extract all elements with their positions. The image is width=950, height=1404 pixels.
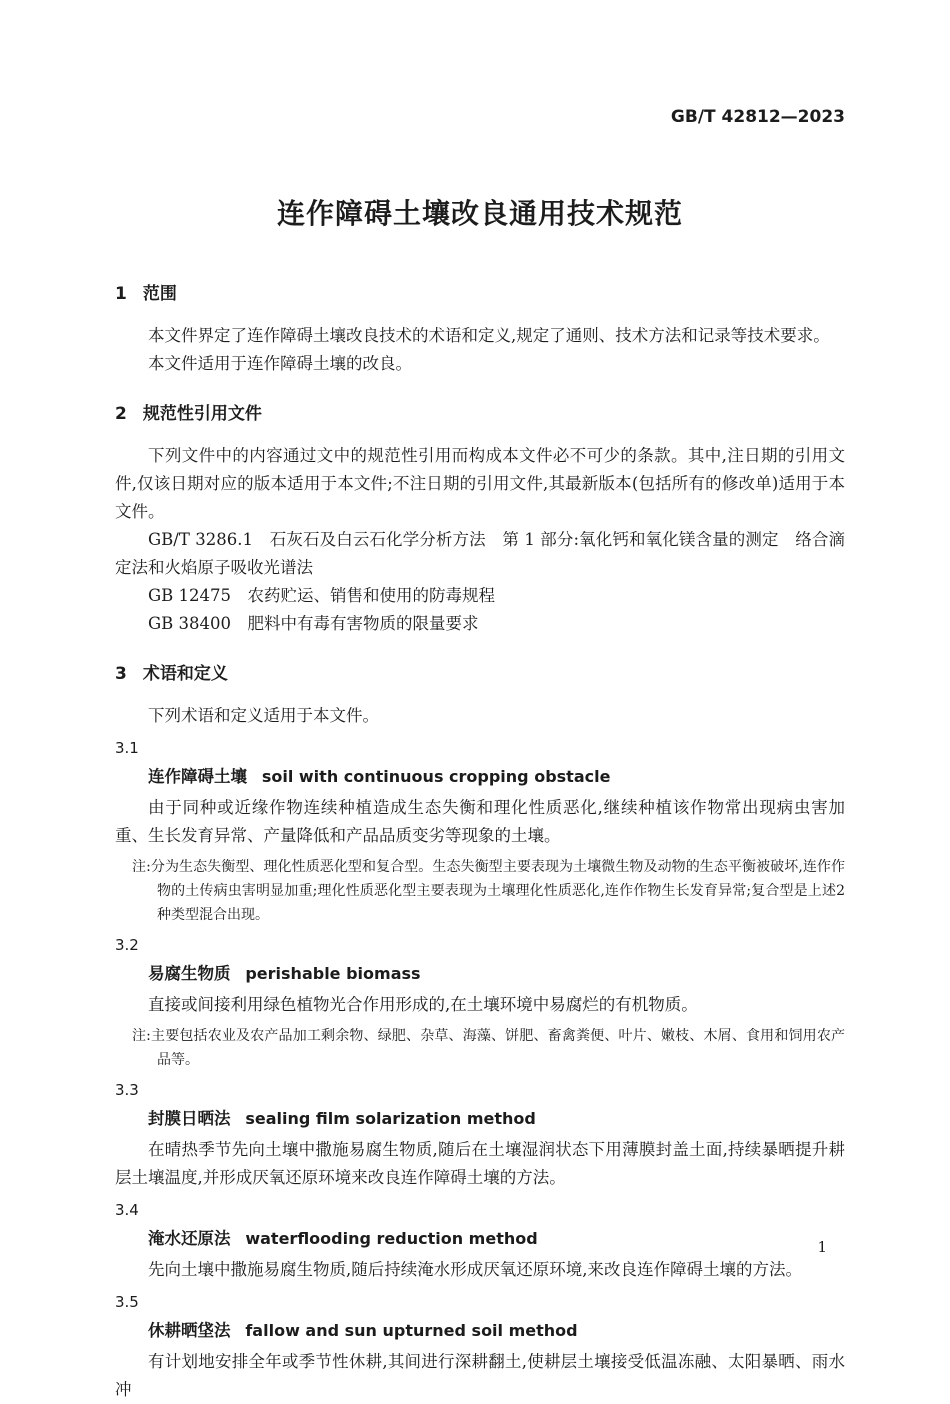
section-1-paragraph-1: 本文件界定了连作障碍土壤改良技术的术语和定义,规定了通则、技术方法和记录等技术要求。: [148, 326, 830, 345]
section-1-number: 1: [115, 284, 127, 304]
term-en-3-4: waterflooding reduction method: [245, 1229, 538, 1248]
clause-number-3-2: 3.2: [115, 936, 139, 954]
section-3-title: 术语和定义: [142, 664, 228, 684]
term-zh-3-1: 连作障碍土壤: [148, 767, 247, 786]
section-1-heading: [115, 282, 845, 306]
term-line-3-3: [148, 1106, 845, 1132]
section-2-paragraph-1: 下列文件中的内容通过文中的规范性引用而构成本文件必不可少的条款。其中,注日期的引用文件,仅该日期对应的版本适用于本文件;不注日期的引用文件,其最新版本(包括所有的修改单)适用于本文件。: [115, 446, 845, 521]
term-block-3-5: [115, 1292, 845, 1404]
term-zh-3-4: 淹水还原法: [148, 1229, 231, 1248]
term-line-3-1: [148, 764, 845, 790]
section-1-title: 范围: [142, 284, 177, 304]
section-2-title: 规范性引用文件: [142, 404, 262, 424]
term-block-3-3: [115, 1080, 845, 1192]
term-block-3-2: [115, 935, 845, 1072]
term-en-3-3: sealing film solarization method: [245, 1109, 536, 1128]
term-note-3-2: 注:主要包括农业及农产品加工剩余物、绿肥、杂草、海藻、饼肥、畜禽粪便、叶片、嫩枝、木屑、食用和饲用农产品等。: [132, 1028, 845, 1068]
term-definition-3-5: 有计划地安排全年或季节性休耕,其间进行深耕翻土,使耕层土壤接受低温冻融、太阳暴晒、雨水冲: [115, 1352, 845, 1399]
term-definition-3-4: 先向土壤中撒施易腐生物质,随后持续淹水形成厌氧还原环境,来改良连作障碍土壤的方法。: [148, 1260, 802, 1279]
section-3-intro: 下列术语和定义适用于本文件。: [148, 706, 379, 725]
term-definition-3-2: 直接或间接利用绿色植物光合作用形成的,在土壤环境中易腐烂的有机物质。: [148, 995, 698, 1014]
clause-number-3-5: 3.5: [115, 1293, 139, 1311]
standard-number: GB/T 42812—2023: [670, 107, 845, 127]
normative-reference-3: GB 38400 肥料中有毒有害物质的限量要求: [148, 614, 479, 633]
term-block-3-1: [115, 738, 845, 927]
term-en-3-1: soil with continuous cropping obstacle: [261, 767, 611, 786]
normative-reference-1: GB/T 3286.1 石灰石及白云石化学分析方法 第 1 部分:氧化钙和氧化镁含量的测定 络合滴定法和火焰原子吸收光谱法: [115, 530, 845, 577]
term-definition-3-3: 在晴热季节先向土壤中撒施易腐生物质,随后在土壤湿润状态下用薄膜封盖土面,持续暴晒提升耕层土壤温度,并形成厌氧还原环境来改良连作障碍土壤的方法。: [115, 1140, 845, 1187]
document-title: 连作障碍土壤改良通用技术规范: [276, 197, 683, 230]
term-line-3-2: [148, 961, 845, 987]
term-zh-3-3: 封膜日晒法: [148, 1109, 231, 1128]
term-line-3-5: [148, 1318, 845, 1344]
term-zh-3-5: 休耕晒垡法: [148, 1321, 231, 1340]
clause-number-3-3: 3.3: [115, 1081, 139, 1099]
term-definition-3-1: 由于同种或近缘作物连续种植造成生态失衡和理化性质恶化,继续种植该作物常出现病虫害加重、生长发育异常、产量降低和产品品质变劣等现象的土壤。: [115, 798, 845, 845]
term-note-3-1: 注:分为生态失衡型、理化性质恶化型和复合型。生态失衡型主要表现为土壤微生物及动物的生态平衡被破坏,连作作物的土传病虫害明显加重;理化性质恶化型主要表现为土壤理化性质恶化,连作作物生长发育异常;复合型是上述2种类型混合出现。: [132, 859, 845, 923]
section-2-heading: [115, 402, 845, 426]
clause-number-3-1: 3.1: [115, 739, 139, 757]
term-en-3-2: perishable biomass: [245, 964, 421, 983]
section-3-number: 3: [115, 664, 127, 684]
term-zh-3-2: 易腐生物质: [148, 964, 231, 983]
section-3-heading: [115, 662, 845, 686]
normative-reference-2: GB 12475 农药贮运、销售和使用的防毒规程: [148, 586, 496, 605]
term-en-3-5: fallow and sun upturned soil method: [245, 1321, 578, 1340]
term-line-3-4: [148, 1226, 845, 1252]
clause-number-3-4: 3.4: [115, 1201, 139, 1219]
section-2-number: 2: [115, 404, 127, 424]
section-1-paragraph-2: 本文件适用于连作障碍土壤的改良。: [148, 354, 412, 373]
page-number: 1: [817, 1238, 827, 1256]
term-block-3-4: [115, 1200, 845, 1284]
